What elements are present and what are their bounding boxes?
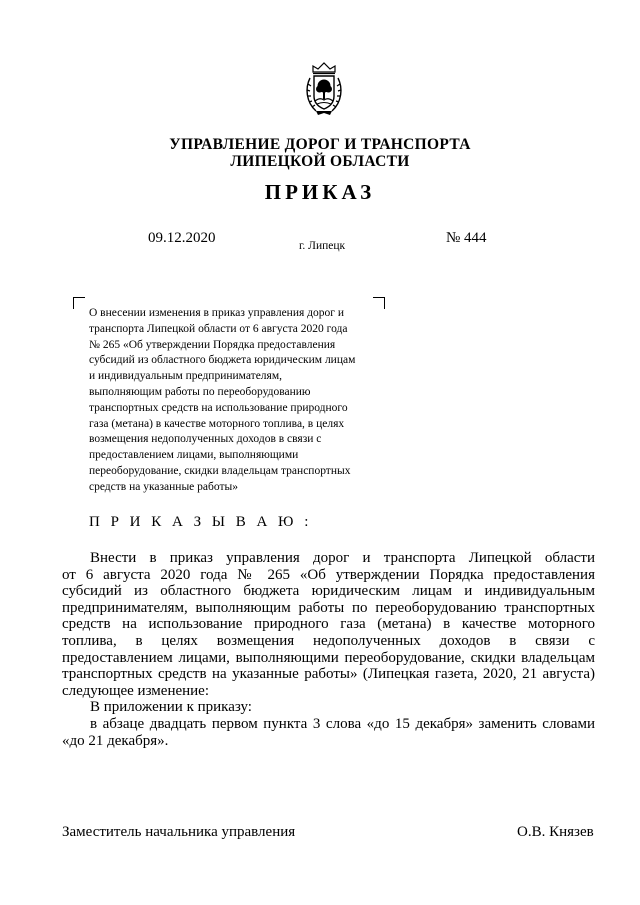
subject-line: О внесении изменения в приказ управления дорог и xyxy=(89,307,344,319)
subject-line: газа (метана) в качестве моторного топлива, в целях xyxy=(89,417,345,430)
body-line: в абзаце двадцать первом пункта 3 слова «до 15 декабря» заменить словами xyxy=(90,715,595,732)
organization-name-line2: ЛИПЕЦКОЙ ОБЛАСТИ xyxy=(230,153,410,170)
order-number: № 444 xyxy=(446,230,487,246)
body-line: топлива, в целях возмещения недополученных доходов в связи с xyxy=(62,632,595,649)
order-heading: П Р И К А З Ы В А Ю : xyxy=(89,514,312,530)
body-line: Внести в приказ управления дорог и транспорта Липецкой области xyxy=(90,550,595,566)
subject-line: субсидий из областного бюджета юридическим лицам xyxy=(89,354,356,367)
subject-line: и индивидуальным предпринимателям, xyxy=(89,370,282,383)
subject-line: возмещения недополученных доходов в связи с xyxy=(89,433,322,446)
body-line: предпринимателям, выполняющим работы по переоборудованию транспортных xyxy=(62,599,595,616)
order-subject xyxy=(89,306,389,496)
subject-line: № 265 «Об утверждении Порядка предоставления xyxy=(89,338,336,351)
order-date: 09.12.2020 xyxy=(148,230,216,246)
subject-line: выполняющим работы по переоборудованию xyxy=(89,385,311,398)
coat-of-arms-emblem xyxy=(304,62,344,116)
subject-line: транспортных средств на использование природного xyxy=(89,401,348,414)
body-line: следующее изменение: xyxy=(62,682,210,699)
body-line: средств на использование природного газа (метана) в качестве моторного xyxy=(62,616,595,633)
organization-name-line1: УПРАВЛЕНИЕ ДОРОГ И ТРАНСПОРТА xyxy=(169,136,471,153)
subject-line: средств на указанные работы» xyxy=(89,480,238,493)
body-line: предоставлением лицами, выполняющими переоборудование, скидки владельцам xyxy=(62,649,595,666)
body-line: субсидий из областного бюджета юридическим лицам и индивидуальным xyxy=(62,583,595,600)
subject-bracket-left xyxy=(73,297,85,309)
order-city: г. Липецк xyxy=(299,240,346,252)
subject-line: транспорта Липецкой области от 6 августа 2020 года xyxy=(89,322,348,335)
signer-name: О.В. Князев xyxy=(517,824,594,840)
document-type-title: ПРИКАЗ xyxy=(264,180,376,204)
subject-line: переоборудование, скидки владельцам транспортных xyxy=(89,464,351,477)
order-body xyxy=(62,550,595,749)
body-line: «до 21 декабря». xyxy=(62,732,169,749)
subject-line: предоставлением лицами, выполняющими xyxy=(89,449,299,462)
body-line: от 6 августа 2020 года № 265 «Об утверждении Порядка предоставления xyxy=(62,566,595,583)
body-line: транспортных средств на указанные работы» (Липецкая газета, 2020, 21 августа) xyxy=(62,666,595,683)
body-line: В приложении к приказу: xyxy=(90,699,252,716)
signer-position: Заместитель начальника управления xyxy=(62,824,296,840)
